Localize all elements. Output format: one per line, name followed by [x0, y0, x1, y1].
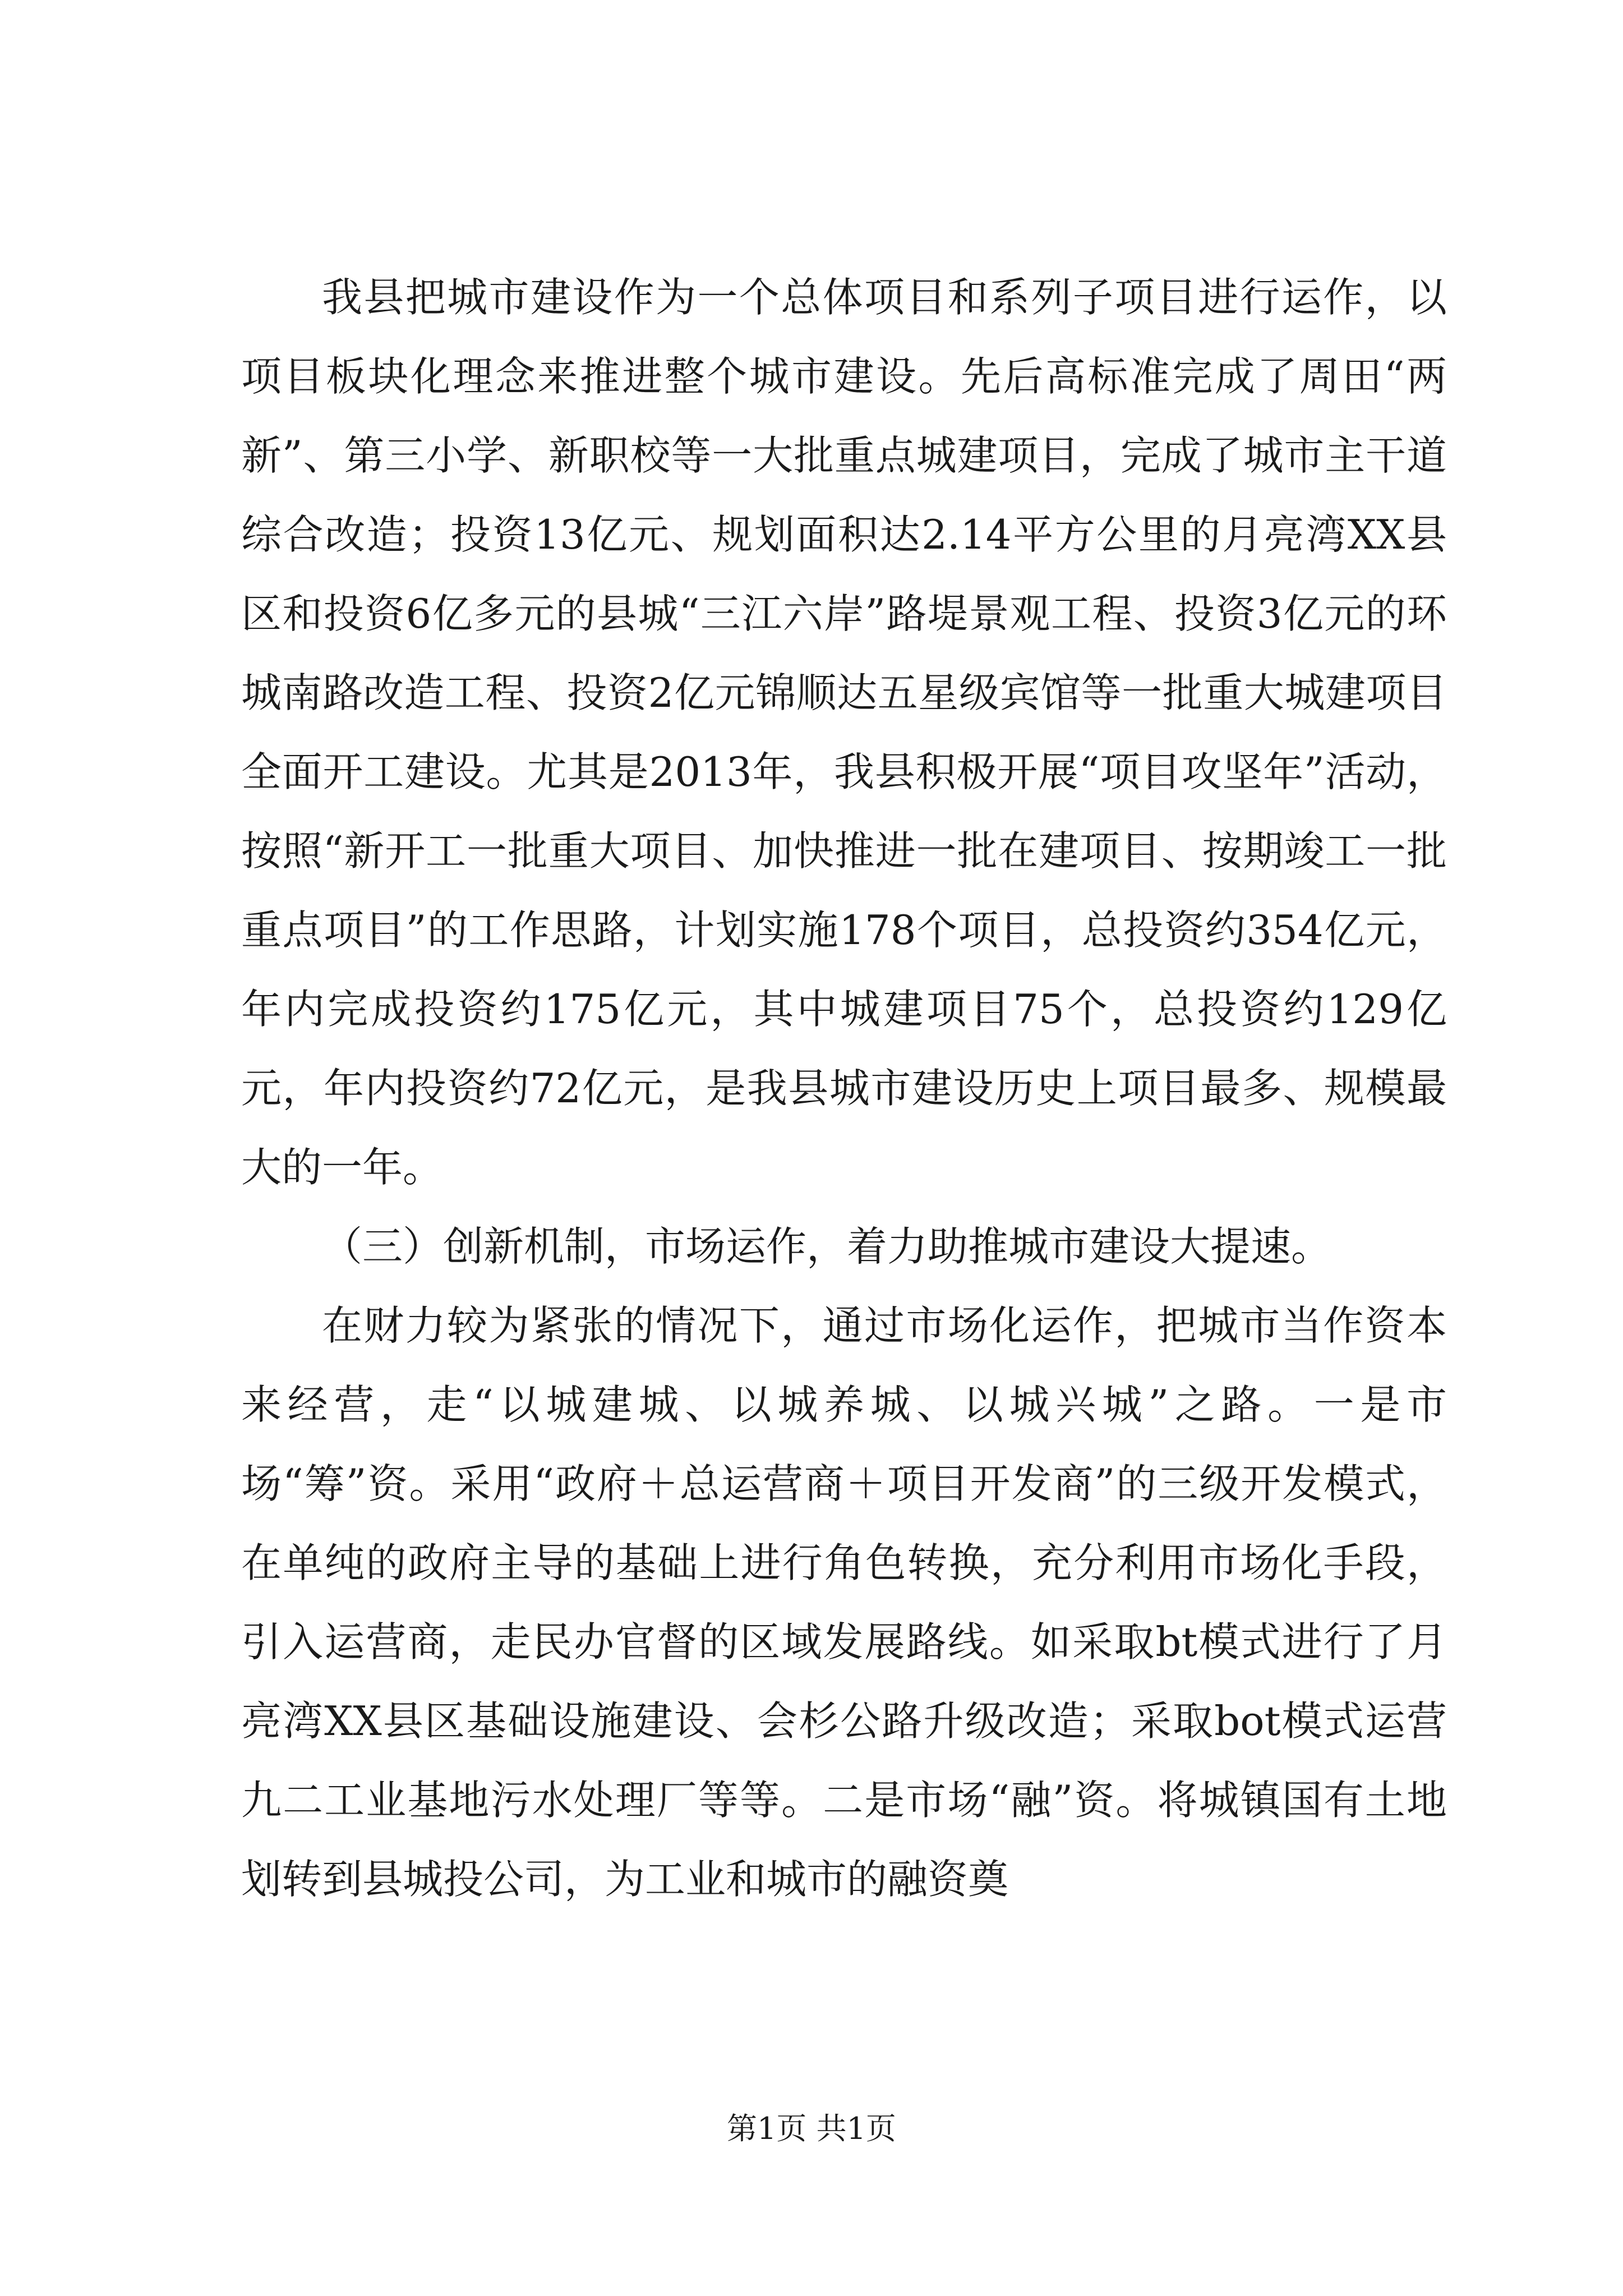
document-body — [241, 258, 1447, 1919]
paragraph-project-operation: 我县把城市建设作为一个总体项目和系列子项目进行运作，以项目板块化理念来推进整个城市建设。先后高标准完成了周田“两新”、第三小学、新职校等一大批重点城建项目，完成了城市主干道综合改造；投资13亿元、规划面积达2.14平方公里的月亮湾XX县区和投资6亿多元的县城“三江六岸”路堤景观工程、投资3亿元的环城南路改造工程、投资2亿元锦顺达五星级宾馆等一批重大城建项目全面开工建设。尤其是2013年，我县积极开展“项目攻坚年”活动，按照“新开工一批重大项目、加快推进一批在建项目、按期竣工一批重点项目”的工作思路，计划实施178个项目，总投资约354亿元，年内完成投资约175亿元，其中城建项目75个，总投资约129亿元，年内投资约72亿元，是我县城市建设历史上项目最多、规模最大的一年。 — [241, 274, 1447, 1191]
section-heading-innovation: （三）创新机制，市场运作，着力助推城市建设大提速。 — [322, 1223, 1332, 1270]
paragraph-market-operation: 在财力较为紧张的情况下，通过市场化运作，把城市当作资本来经营，走“以城建城、以城养城、以城兴城”之路。一是市场“筹”资。采用“政府＋总运营商＋项目开发商”的三级开发模式，在单纯的政府主导的基础上进行角色转换，充分利用市场化手段，引入运营商，走民办官督的区域发展路线。如采取bt模式进行了月亮湾XX县区基础设施建设、会杉公路升级改造；采取bot模式运营九二工业基地污水处理厂等等。二是市场“融”资。将城镇国有土地划转到县城投公司，为工业和城市的融资奠 — [241, 1302, 1447, 1903]
page-footer: 第1页 共1页 — [727, 2111, 896, 2146]
